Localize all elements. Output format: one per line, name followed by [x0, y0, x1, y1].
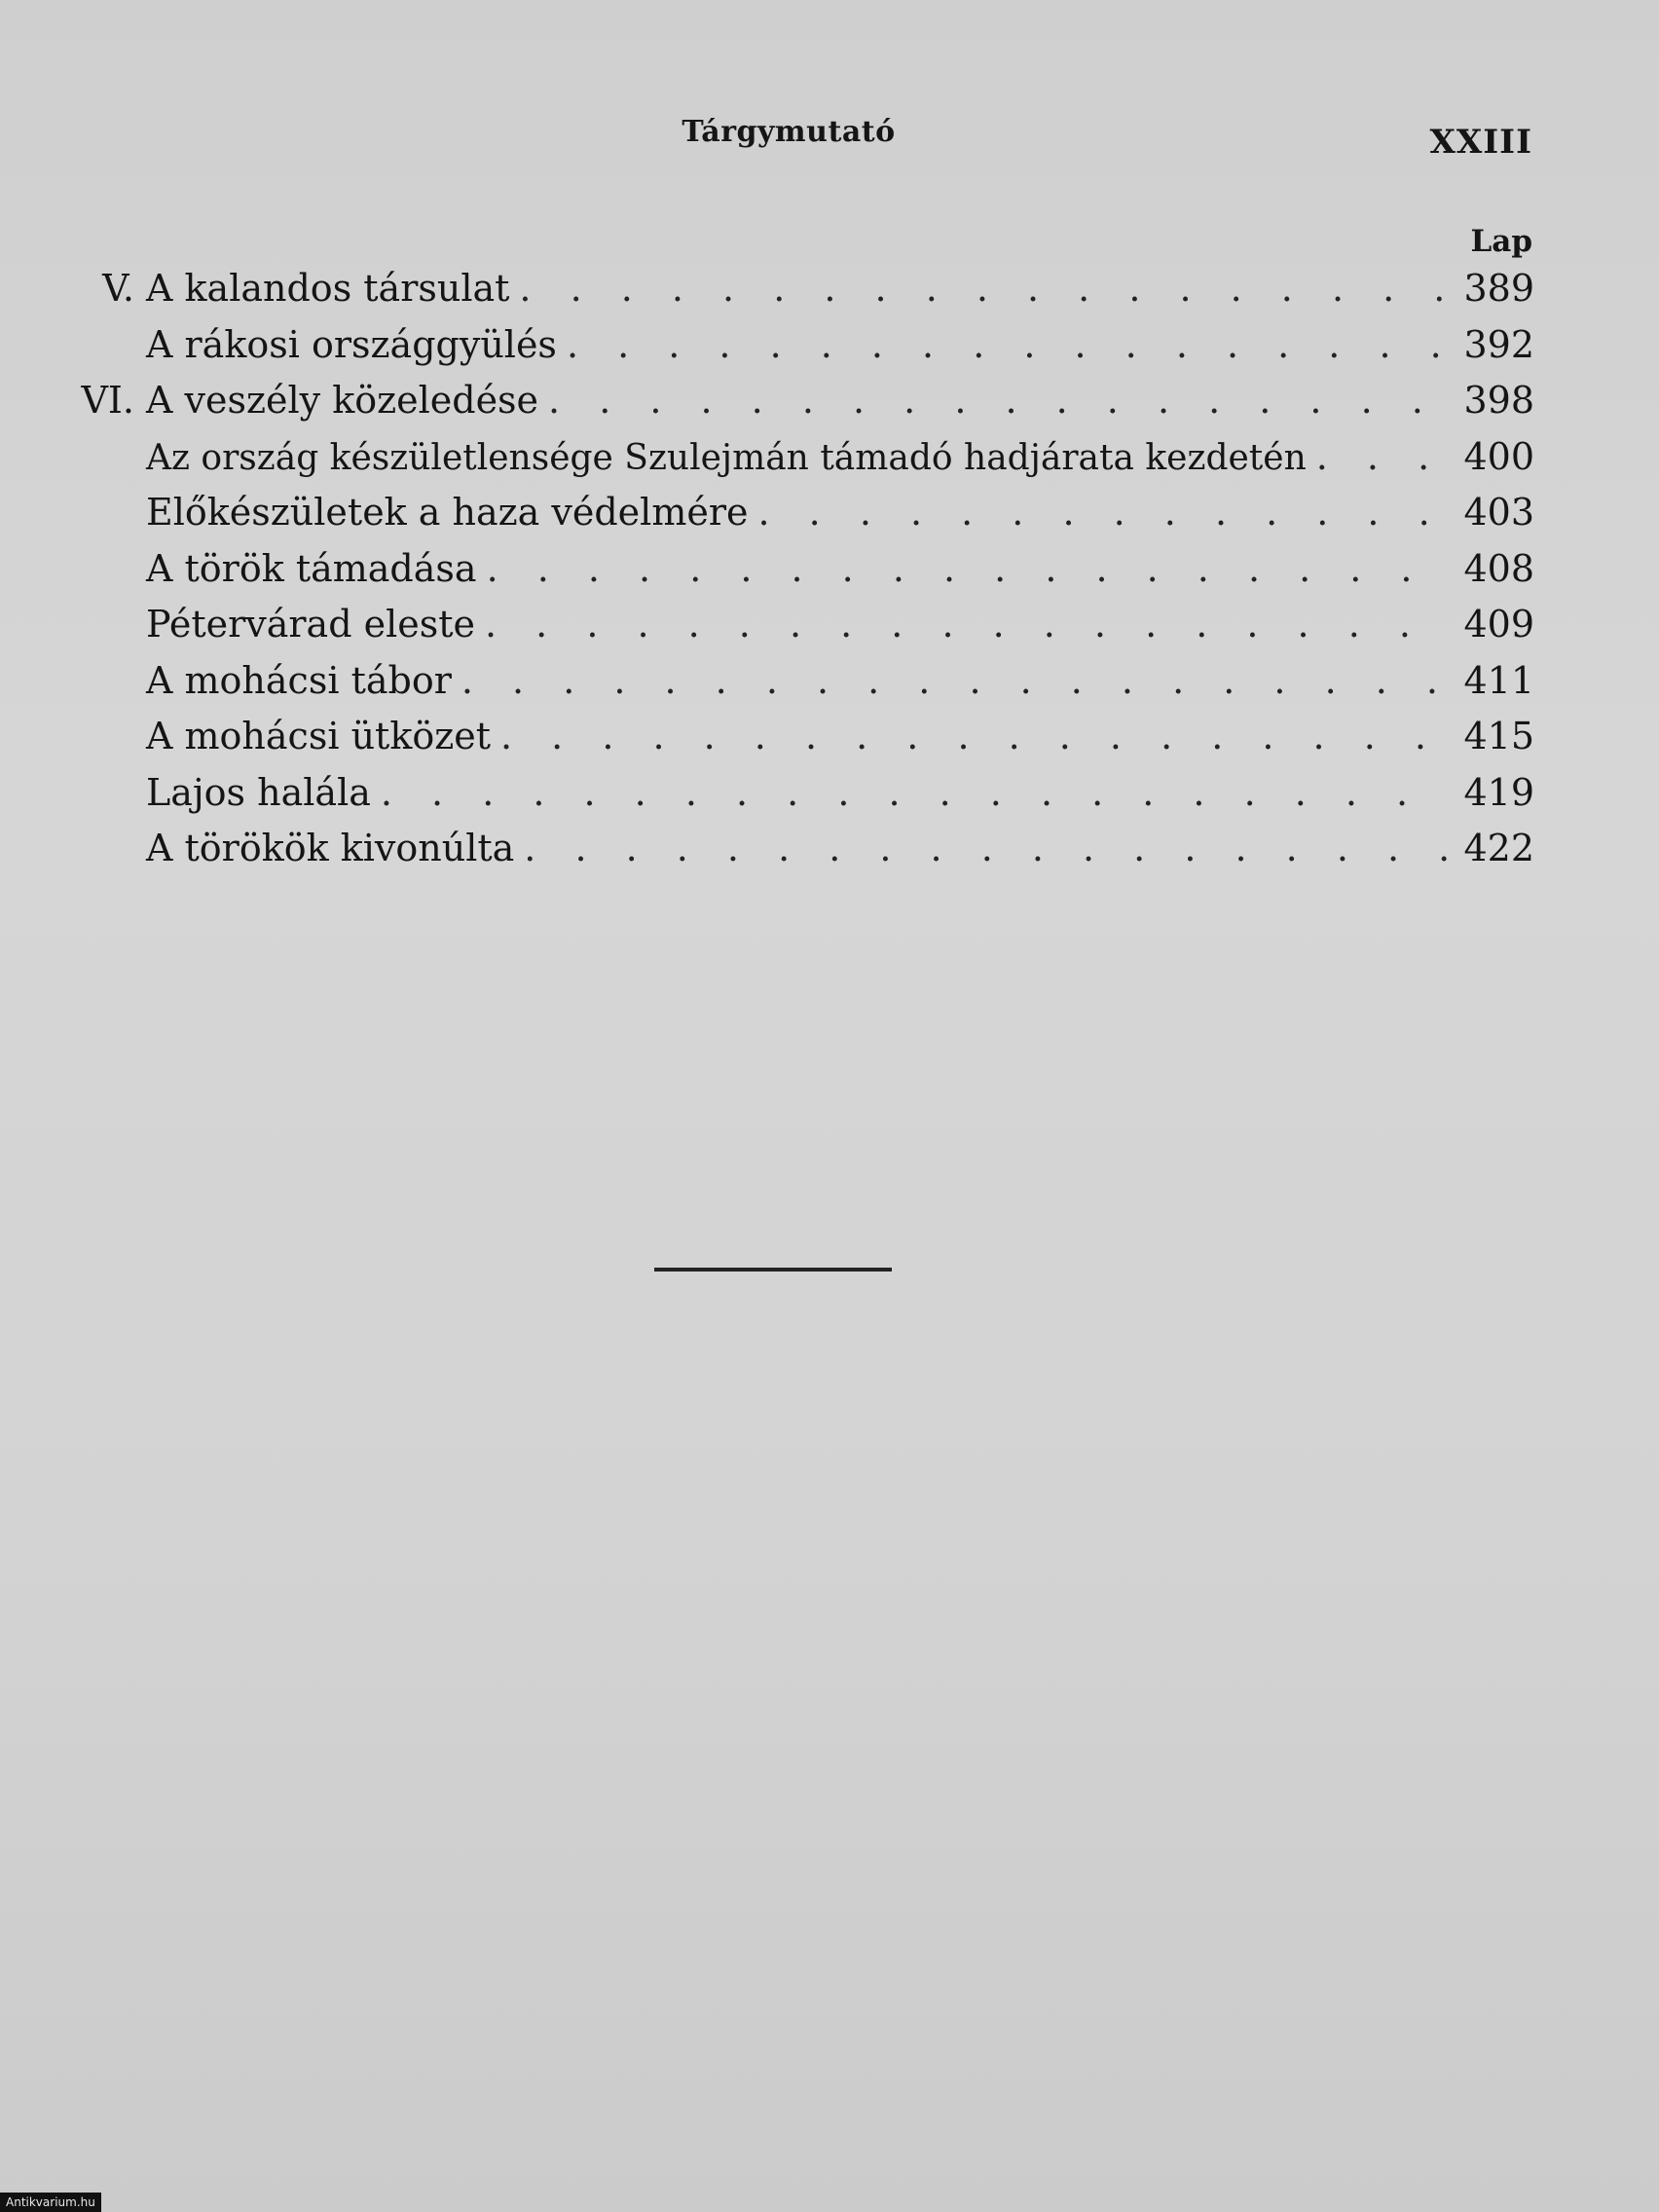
toc-entry — [58, 709, 1534, 765]
entry-page: 392 — [1463, 322, 1534, 366]
dot-leader — [548, 373, 1447, 428]
toc-entry — [58, 765, 1534, 822]
toc-entry — [58, 261, 1534, 317]
entry-title: Pétervárad eleste — [146, 603, 476, 645]
entry-page: 409 — [1463, 603, 1534, 645]
dot-leader — [461, 653, 1447, 709]
dot-leader — [381, 765, 1447, 821]
entry-page: 389 — [1463, 267, 1534, 310]
entry-title: A rákosi országgyülés — [146, 322, 557, 366]
entry-title: A veszély közeledése — [146, 379, 539, 422]
toc-entry — [58, 541, 1534, 598]
watermark: Antikvarium.hu — [0, 2193, 101, 2212]
end-rule — [654, 1268, 892, 1272]
page-number: XXIII — [1429, 123, 1532, 162]
entry-title: Az ország készületlensége Szulejmán támadó hadjárata kezdetén — [146, 437, 1307, 478]
entry-title: Előkészületek a haza védelmére — [146, 491, 749, 534]
toc-entry — [58, 373, 1534, 429]
dot-leader — [567, 317, 1447, 373]
entry-title: A török támadása — [146, 546, 477, 590]
entry-title: A kalandos társulat — [146, 267, 510, 310]
dot-leader — [500, 709, 1447, 764]
toc-entry — [58, 653, 1534, 710]
column-label-lap: Lap — [1470, 224, 1532, 259]
dot-leader — [487, 541, 1447, 597]
chapter-number: VI. — [81, 379, 134, 422]
entry-title: A mohácsi tábor — [146, 658, 452, 702]
toc-entry — [58, 821, 1534, 877]
dot-leader — [485, 597, 1447, 652]
entry-title: A törökök kivonúlta — [146, 827, 515, 869]
chapter-number: V. — [102, 267, 134, 310]
dot-leader — [1316, 429, 1447, 485]
entry-page: 422 — [1463, 827, 1534, 869]
dot-leader — [524, 821, 1447, 876]
entry-page: 411 — [1463, 658, 1534, 702]
dot-leader — [519, 261, 1447, 316]
running-head-title: Tárgymutató — [682, 115, 896, 149]
entry-page: 398 — [1463, 379, 1534, 422]
entry-title: Lajos halála — [146, 770, 371, 814]
toc-entry — [58, 485, 1534, 541]
entry-page: 400 — [1463, 434, 1534, 478]
toc-entry — [58, 317, 1534, 374]
entry-page: 408 — [1463, 546, 1534, 590]
entry-title: A mohácsi ütközet — [146, 715, 492, 757]
entry-page: 419 — [1463, 770, 1534, 814]
entry-page: 403 — [1463, 491, 1534, 534]
table-of-contents — [58, 261, 1534, 877]
toc-entry — [58, 429, 1534, 486]
toc-entry — [58, 597, 1534, 653]
entry-page: 415 — [1463, 715, 1534, 757]
dot-leader — [758, 485, 1447, 540]
